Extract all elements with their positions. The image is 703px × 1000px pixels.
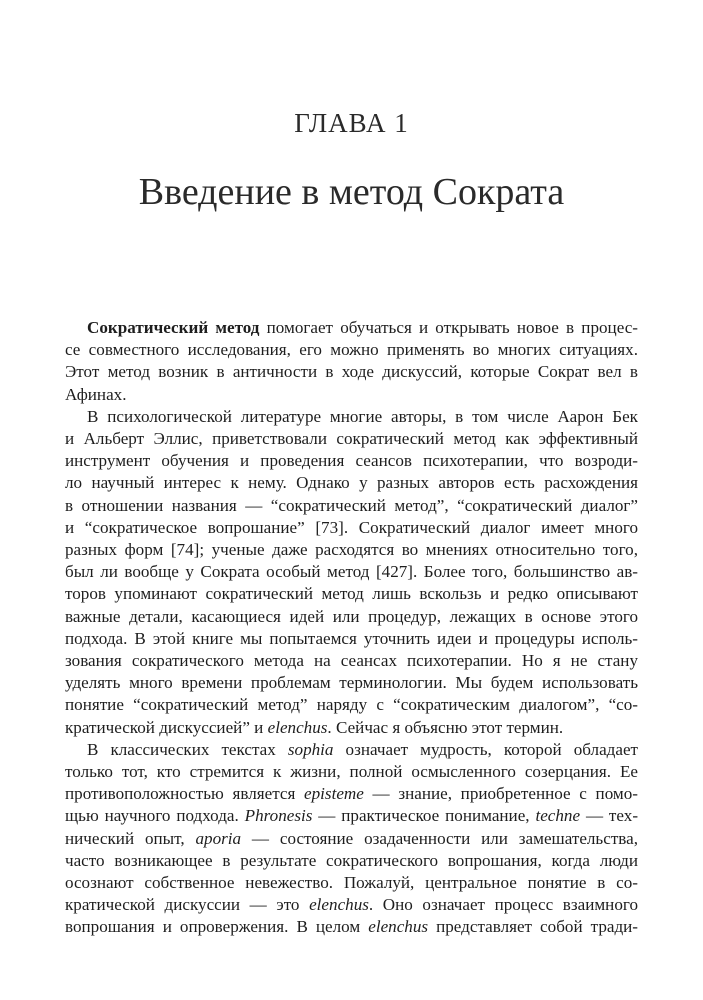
text-run: представляет собой тради- bbox=[428, 917, 638, 937]
text-line bbox=[65, 783, 638, 805]
text-line bbox=[65, 406, 638, 428]
text-line bbox=[65, 805, 638, 827]
text-run: . Сейчас я объясню этот термин. bbox=[327, 717, 564, 737]
text-run: подхода. В этой книге мы попытаемся уточнить идеи и процедуры исполь- bbox=[65, 628, 638, 648]
text-run: кратической дискуссии — это bbox=[65, 895, 310, 915]
text-run: разных форм [74]; ученые даже расходятся во мнениях относительно того, bbox=[65, 540, 638, 560]
text-run: противоположностью является bbox=[65, 784, 305, 804]
text-run: Этот метод возник в античности в ходе дискуссий, которые Сократ вел в bbox=[65, 362, 638, 382]
text-run: В классических текстах bbox=[87, 739, 288, 759]
text-line bbox=[65, 694, 638, 716]
text-line bbox=[65, 450, 638, 472]
text-run: се совместного исследования, его можно применять во многих ситуациях. bbox=[65, 340, 638, 360]
text-line bbox=[65, 339, 638, 361]
chapter-label: ГЛАВА 1 bbox=[294, 108, 409, 138]
italic-term: sophia bbox=[287, 739, 334, 759]
text-line bbox=[65, 361, 638, 383]
text-run: в отношении названия — “сократический метод”, “сократический диалог” bbox=[65, 495, 638, 515]
italic-term: elenchus bbox=[267, 717, 328, 737]
italic-term: elenchus bbox=[309, 895, 369, 915]
body-text bbox=[65, 317, 638, 939]
text-line bbox=[65, 872, 638, 894]
text-run: уделять много времени проблемам терминологии. Мы будем использовать bbox=[65, 673, 638, 693]
italic-term: episteme bbox=[304, 784, 364, 804]
text-run: инструмент обучения и проведения сеансов психотерапии, что возроди- bbox=[65, 451, 638, 471]
text-run: щью научного подхода. bbox=[65, 806, 245, 826]
text-run: кратической дискуссией” и bbox=[65, 717, 268, 737]
text-run: важные детали, касающиеся идей или процедур, лежащих в основе этого bbox=[65, 606, 638, 626]
paragraph bbox=[65, 317, 638, 406]
text-run: осознают собственное невежество. Пожалуй, центральное понятие в со- bbox=[65, 873, 638, 893]
text-line bbox=[65, 850, 638, 872]
italic-term: Phronesis bbox=[244, 806, 313, 826]
text-run: зования сократического метода на сеансах психотерапии. Но я не стану bbox=[65, 651, 638, 671]
text-run: В психологической литературе многие авторы, в том числе Аарон Бек bbox=[87, 406, 638, 426]
text-run: — состояние озадаченности или замешательства, bbox=[241, 828, 638, 848]
text-line bbox=[65, 317, 638, 339]
text-run: нический опыт, bbox=[65, 828, 196, 848]
text-line bbox=[65, 628, 638, 650]
text-run: — знание, приобретенное с помо- bbox=[363, 784, 638, 804]
text-run: торов упоминают сократический метод лишь вскользь и редко описывают bbox=[65, 584, 638, 604]
text-run: — практическое понимание, bbox=[312, 806, 536, 826]
text-run: — тех- bbox=[580, 806, 639, 826]
text-line bbox=[65, 583, 638, 605]
text-run: Афинах. bbox=[65, 384, 127, 404]
paragraph bbox=[65, 739, 638, 939]
text-run: и “сократическое вопрошание” [73]. Сократический диалог имеет много bbox=[65, 517, 638, 537]
italic-term: techne bbox=[535, 806, 581, 826]
text-run: означает мудрость, которой обладает bbox=[333, 739, 639, 759]
text-run: вопрошания и опровержения. В целом bbox=[65, 917, 369, 937]
chapter-title: Введение в метод Сократа bbox=[138, 171, 565, 213]
text-line bbox=[65, 539, 638, 561]
text-line bbox=[65, 739, 638, 761]
text-run: был ли вообще у Сократа особый метод [427]. Более того, большинство ав- bbox=[65, 562, 638, 582]
text-line bbox=[65, 384, 638, 406]
text-line bbox=[65, 472, 638, 494]
text-run: помогает обучаться и открывать новое в процес- bbox=[259, 318, 638, 337]
text-line bbox=[65, 495, 638, 517]
text-line bbox=[65, 717, 638, 739]
text-run: . Оно означает процесс взаимного bbox=[368, 895, 638, 915]
text-line bbox=[65, 916, 638, 938]
text-run: только тот, кто стремится к жизни, полной осмысленного созерцания. Ее bbox=[65, 762, 638, 782]
paragraph bbox=[65, 406, 638, 739]
italic-term: elenchus bbox=[368, 917, 429, 937]
text-line bbox=[65, 561, 638, 583]
text-run: ло научный интерес к нему. Однако у разных авторов есть расхождения bbox=[65, 473, 638, 493]
text-line bbox=[65, 517, 638, 539]
text-line bbox=[65, 828, 638, 850]
text-line bbox=[65, 761, 638, 783]
text-line bbox=[65, 650, 638, 672]
text-run: часто возникающее в результате сократического вопрошания, когда люди bbox=[65, 850, 638, 870]
text-line bbox=[65, 428, 638, 450]
text-line bbox=[65, 894, 638, 916]
text-line bbox=[65, 672, 638, 694]
italic-term: aporia bbox=[195, 828, 242, 848]
text-run: понятие “сократический метод” наряду с “сократическим диалогом”, “со- bbox=[65, 695, 638, 715]
text-line bbox=[65, 606, 638, 628]
bold-term: Сократический метод bbox=[87, 318, 260, 337]
text-run: и Альберт Эллис, приветствовали сократический метод как эффективный bbox=[65, 429, 638, 449]
